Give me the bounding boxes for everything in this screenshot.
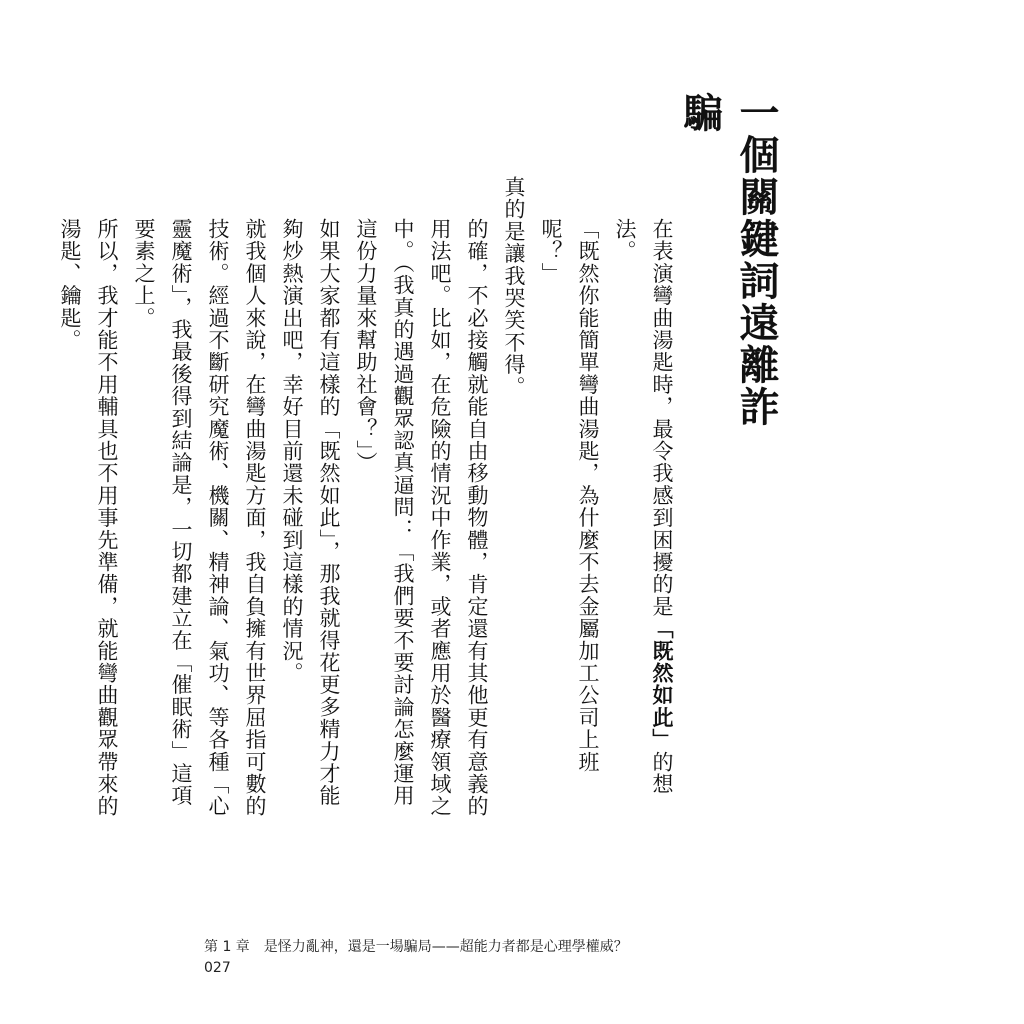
paragraph-1-text: 在表演彎曲湯匙時，最令我感到困擾的是 — [650, 218, 674, 618]
paragraph-3-text: 真的是讓我哭笑不得。 — [502, 176, 526, 398]
paragraph-3 — [495, 176, 532, 826]
paragraph-6-text: 就我個人來說，在彎曲湯匙方面，我自負擁有世界屈指可數的技術。經過不斷研究魔術、機關、精神論、氣功、等各種「心靈魔術」，我最後得到結論是，一切都建立在「催眠術」這項要素之上。 — [132, 218, 267, 818]
paragraph-1 — [606, 176, 680, 826]
paragraph-2-text: 「既然你能簡單彎曲湯匙，為什麼不去金屬加工公司上班呢？」 — [539, 218, 600, 773]
emphasis-text: 「既然如此」 — [650, 617, 674, 751]
paragraph-1-tail: 的想法。 — [613, 218, 674, 796]
paragraph-7 — [51, 176, 125, 826]
running-footer: 第 1 章 是怪力亂神，還是一場騙局——超能力者都是心理學權威？ — [204, 939, 628, 955]
paragraph-2 — [532, 176, 606, 826]
paragraph-6 — [125, 176, 273, 826]
page-number: 027 — [204, 960, 231, 976]
paragraph-4 — [347, 176, 495, 826]
paragraph-5 — [273, 176, 347, 826]
body-text — [58, 176, 680, 826]
chapter-section-title: 一個關鍵詞遠離詐騙 — [677, 92, 779, 428]
paragraph-4-text: 的確，不必接觸就能自由移動物體，肯定還有其他更有意義的用法吧。比如，在危險的情況中作業，或者應用於醫療領域之中。（我真的遇過觀眾認真逼問：「我們要不要討論怎麼運用這份力量來幫助社會？」） — [354, 218, 489, 818]
paragraph-7-text: 所以，我才能不用輔具也不用事先準備，就能彎曲觀眾帶來的湯匙、鑰匙。 — [58, 218, 119, 818]
paragraph-5-text: 如果大家都有這樣的「既然如此」，那我就得花更多精力才能夠炒熱演出吧，幸好目前還未碰到這樣的情況。 — [280, 218, 341, 807]
